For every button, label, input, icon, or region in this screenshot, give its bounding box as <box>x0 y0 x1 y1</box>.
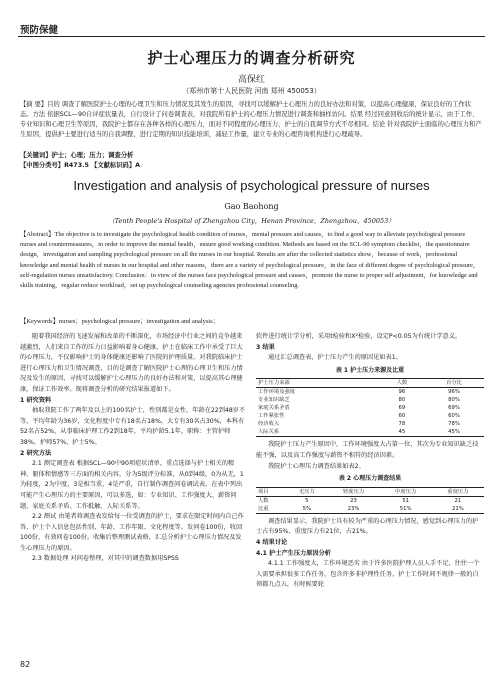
table-header-cell: 无压力 <box>286 487 327 496</box>
table-row <box>256 505 484 514</box>
body-right-column <box>256 332 484 652</box>
table-cell: 80% <box>448 397 460 404</box>
table-row <box>256 396 484 404</box>
section-label: 预防保健 <box>20 25 59 36</box>
table-header-cell: 人数 <box>380 379 424 388</box>
table-cell: 工作环境及强度 <box>258 389 296 396</box>
body-left-column <box>20 332 246 652</box>
table-cell: 60 <box>398 413 406 420</box>
body-paragraph: 抽取我院工作了两年及以上的100名护士，性别都是女性，年龄在22到48岁不等，平均年龄为36岁，文化程度中专有18名占18%，大专有30名占30%，本科有52名占52%，从事临床护理工作2到18年，平均护龄5.1年，职称：主管护师38%，护师57%，护士5%。 <box>20 407 246 446</box>
page-number: 82 <box>20 660 31 669</box>
table-cell: 23% <box>347 505 360 512</box>
table-cell: 60% <box>448 413 460 420</box>
table-cell: 78% <box>448 421 460 428</box>
body-paragraph: 调查结果显示，我院护士具有较为严重的心理压力情况，感觉到心理压力的护士占有95%，重度压力有21位，占21%。 <box>256 517 479 536</box>
section-heading: 3 结果 <box>256 343 275 351</box>
chinese-author: 高保红 <box>237 75 265 85</box>
english-keywords: 【Keywords】nurses；psychological pressure；investigation and analysis； <box>20 318 219 325</box>
table-cell: 45% <box>448 429 460 436</box>
body-paragraph: 2.1 测定调查表 根据SCL—90中90项症状清单，重点选择与护士相关的精神、躯体和情感等三方面的相关内容，分为5级评分标准，从0到4级，0为从无，1为轻度，2为中度，3是相当重，4是严重，自行制作调查问卷调试表。在表中列出可能产生心理压力的主要原因，可以多选，如：专业知识、工作强度大、薪资问题、家庭关系矛盾、工作抵触、人际关系等。 <box>20 460 244 510</box>
body-paragraph: 我院护士压力产生原因中，工作环境强度大占第一位，其次为专业知识缺乏技能不强，以及高工作强度与薪资不相符的经济因素。 <box>256 441 479 459</box>
table-header-cell: 百分比 <box>424 379 484 388</box>
table-cell: 69 <box>398 405 406 412</box>
table-row <box>256 388 484 397</box>
body-paragraph: 软件进行统计学分析，采用t检验和X²检验，设定P<0.05为有统计学意义。 <box>256 333 462 340</box>
table-cell: 5 <box>305 497 309 504</box>
body-paragraph: 通过汇总调查表，护士压力产生的原因见如表1。 <box>268 354 402 362</box>
table-cell: 69% <box>448 405 460 412</box>
table-cell: 78 <box>398 421 406 428</box>
table-cell: 21 <box>454 497 462 504</box>
table1 <box>256 378 484 437</box>
table-header-cell: 轻度压力 <box>327 487 379 496</box>
english-title: Investigation and analysis of psychological pressure of nurses <box>73 178 430 193</box>
table2-caption: 表 2 心理压力调查结果 <box>338 475 402 483</box>
chinese-title: 护士心理压力的调查分析研究 <box>147 49 356 67</box>
table-row <box>256 428 484 437</box>
table-cell: 工作紧张性 <box>258 413 285 420</box>
section-heading: 4 结果讨论 <box>256 538 288 546</box>
chinese-classification: 【中图分类号】R473.5 【文献标识码】A <box>20 162 140 169</box>
table-header-row <box>256 487 484 496</box>
body-paragraph: 2.2 测试 由笔者将调查表发给每一位受调查的护士，要求在限定时间内自己作答，护士个人信息包括性别、年龄、工作年限、文化程度等。发问卷100份，收回100份，有效问卷100份。收集后整理测试表格，汇总分析护士心理压力情况及发生心理压力的原因。 <box>20 513 244 552</box>
table-row <box>256 412 484 420</box>
chinese-abstract: 【摘 要】目的 调查了解医院护士心理的心理卫生和压力情况及其发生的原因，寻找可以缓解护士心理压力的良好办法和对策，以提高心理健康，保证良好的工作状态。方法 依据SCL—90自评症状量表，自行设计了问卷调查表，对我院所有护士的心理压力情况进行调查和抽样访问。结果 经过同意回收后的统计显示，由于工作、专业知识和心理卫生等原因，我院护士都存在各种各样的心理压力，面对不同程度的心理压力，护士的自我调节方式不尽相同。结论 针对我院护士面临的心理压力和产生原因，提倡护士要进行适当的自我调整，进行定期的知识技能培训，减轻工作量，建立专业的心理咨询机构进行心理疏导。 <box>20 101 482 138</box>
header-rule <box>18 36 485 37</box>
table-cell: 专业知识缺乏 <box>258 397 290 404</box>
english-author: Gao Baohong <box>224 202 279 211</box>
table-cell: 人数 <box>258 497 269 504</box>
table-cell: 人际关系 <box>258 429 280 436</box>
table-cell: 96 <box>398 389 406 396</box>
table-row <box>256 404 484 412</box>
body-paragraph: 2.3 数据处理 对问卷整理，对其中的调查数据用SPSS <box>32 555 179 563</box>
body-paragraph: 我院护士心理压力调查结果如表2。 <box>268 462 365 470</box>
table2 <box>256 487 484 514</box>
table-header-cell: 中度压力 <box>380 487 432 496</box>
section-heading: 4.1 护士产生压力原因分析 <box>256 549 331 557</box>
table-header-cell: 护士压力来源 <box>256 379 380 388</box>
chinese-keywords: 【关键词】护士；心理；压力；调查分析 <box>20 152 134 159</box>
table-cell: 比重 <box>258 505 269 512</box>
table-header-cell: 重度压力 <box>432 487 484 496</box>
table-row <box>256 420 484 428</box>
section-heading: 2 研究方法 <box>20 449 52 457</box>
table-cell: 21% <box>452 505 464 512</box>
table-cell: 45 <box>398 429 406 436</box>
table-cell: 经济收入 <box>258 421 280 428</box>
chinese-affiliation: （郑州市第十人民医院 河南 郑州 450053） <box>182 87 321 95</box>
body-paragraph: 随着我国经济的飞速发展和改革的不断深化，市场经济中行业之间的竞争越来越激烈，人们来自工作的压力日益影响着身心健康，护士在临床工作中承受了巨大的心理压力，不仅影响护士的身体健康还影响了医院的护理质量。对我院临床护士进行心理压力和卫生情况调查，目的是调查了解医院护士心理的心理卫生和压力情况及发生的原因，寻找可以缓解护士心理压力的良好办法和对策，以提高其心理健康，保证工作效率。现将调查分析的研究结果报道如下。 <box>20 333 243 393</box>
table-header-cell: 项目 <box>256 487 286 496</box>
english-affiliation: （Tenth People's Hospital of Zhengzhou City，Henan Province，Zhengzhou，450053） <box>108 217 395 225</box>
table-cell: 23 <box>350 497 357 504</box>
table-cell: 51 <box>402 497 410 504</box>
table-header-row <box>256 379 484 388</box>
table-cell: 80 <box>398 397 406 404</box>
table-cell: 家庭关系矛盾 <box>258 405 290 412</box>
table-cell: 51% <box>399 505 412 512</box>
table-cell: 5% <box>302 505 312 512</box>
body-paragraph: 4.1.1 工作强度大，工作环境恶劣 由于许多医院护理人员人手不足，往往一个人需要承担很多工作任务，包含许多非护理性任务，护士工作时间不规律一般的白领都九点五，有时候要轮 <box>256 560 480 589</box>
table1-caption: 表 1 护士压力来源及比重 <box>335 366 405 374</box>
table-row <box>256 496 484 505</box>
section-heading: 1 研究资料 <box>20 396 52 404</box>
table-cell: 96% <box>448 389 460 396</box>
english-abstract: 【Abstract】The objective is to investigate the psychological health condition of nurses，mental pressure and causes，to find a good way to alleviate psychological pressure nurses and countermeasures，in order to improve the mental health，ensure good working condition. Methods are based on the SCL-90 symptom checklist，the questionnaire design，investigation and sampling psychological pressure on all the nurses in our hospital. Results are after the collected statistics show，because of work，professional knowledge and mental health of nurses in our hospital and other reasons，there are a variety of psychological pressure，in the face of different degree of psychological pressure，self-regulation nurses unsatisfactory. Conclusion：in view of the nurses face psychological pressure and causes，promote the nurse to proper self adjustment，for knowledge and skills training，regular reduce workload，set up psychological counseling agencies professional counseling. <box>20 231 480 290</box>
